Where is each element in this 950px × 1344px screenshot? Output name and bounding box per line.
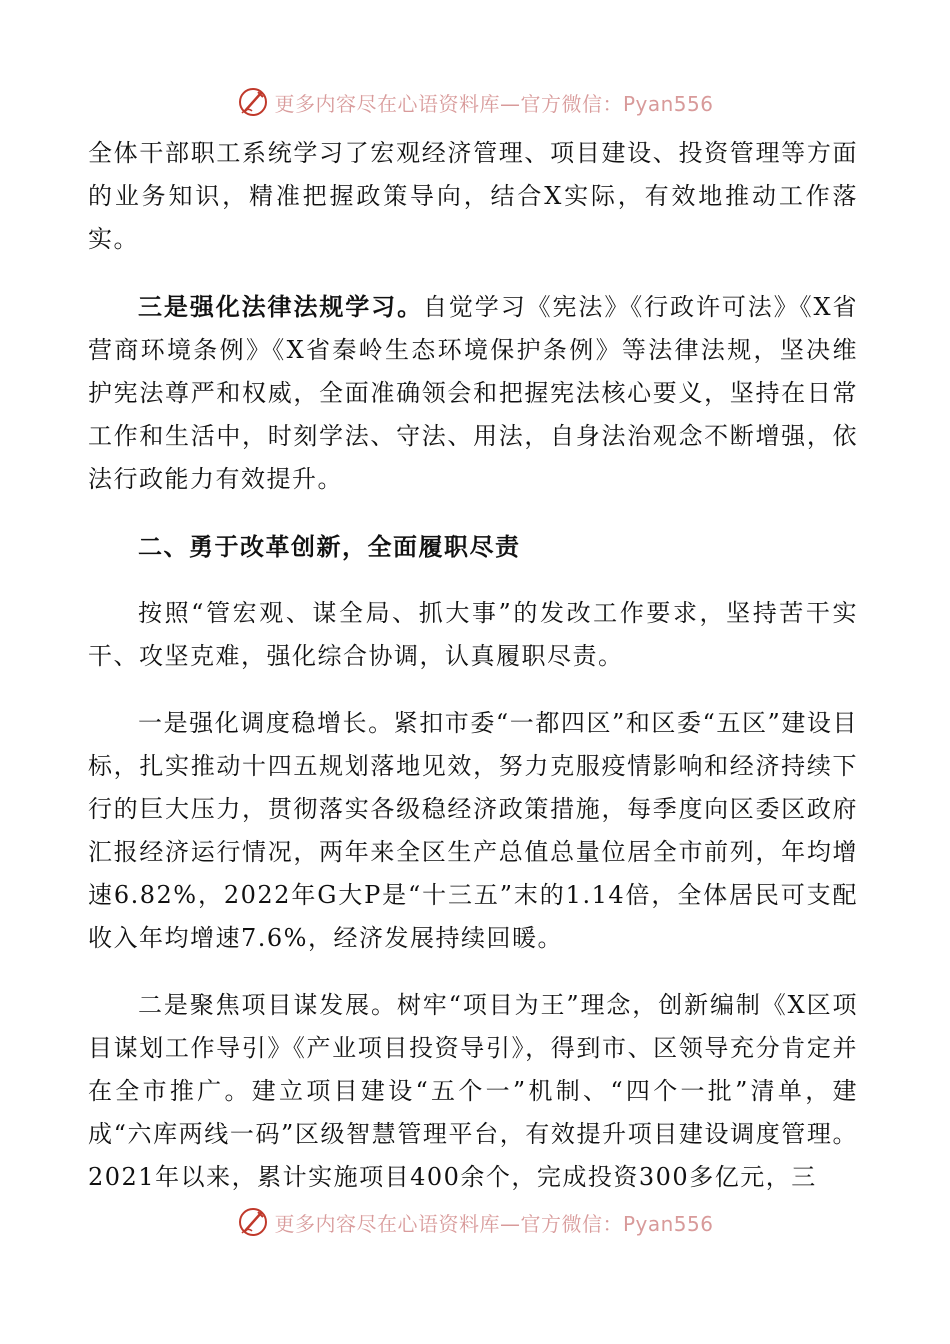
watermark-banner-bottom [0,1202,950,1242]
paragraph-projects: 二是聚焦项目谋发展。树牢“项目为王”理念，创新编制《X区项目谋划工作导引》《产业项目投资导引》，得到市、区领导充分肯定并在全市推广。建立项目建设“五个一”机制、“四个一批”清单，建成“六库两线一码”区级智慧管理平台，有效提升项目建设调度管理。2021年以来，累计实施项目400余个，完成投资300多亿元，三 [88,991,858,1191]
paragraph-lead: 三是强化法律法规学习。 [138,292,423,321]
watermark-banner-top [0,82,950,122]
paragraph-law-study [88,285,858,501]
pen-logo-icon [236,85,270,119]
paragraph-continuation: 全体干部职工系统学习了宏观经济管理、项目建设、投资管理等方面的业务知识，精准把握政策导向，结合X实际，有效地推动工作落实。 [88,139,858,253]
paragraph-growth: 一是强化调度稳增长。紧扣市委“一都四区”和区委“五区”建设目标，扎实推动十四五规划落地见效，努力克服疫情影响和经济持续下行的巨大压力，贯彻落实各级稳经济政策措施，每季度向区委区政府汇报经济运行情况，两年来全区生产总值总量位居全市前列，年均增速6.82%，2022年G大P是“十三五”末的1.14倍，全体居民可支配收入年均增速7.6%，经济发展持续回暖。 [88,709,858,952]
paragraph-body: 自觉学习《宪法》《行政许可法》《X省营商环境条例》《X省秦岭生态环境保护条例》等法律法规，坚决维护宪法尊严和权威，全面准确领会和把握宪法核心要义，坚持在日常工作和生活中，时刻学法、守法、用法，自身法治观念不断增强，依法行政能力有效提升。 [88,293,858,493]
section-heading: 二、勇于改革创新，全面履职尽责 [138,532,521,561]
watermark-text: 更多内容尽在心语资料库—官方微信：Pyan556 [274,91,714,116]
pen-logo-icon [236,1205,270,1239]
paragraph-intro: 按照“管宏观、谋全局、抓大事”的发改工作要求，坚持苦干实干、攻坚克难，强化综合协调，认真履职尽责。 [88,599,858,670]
document-body [88,132,858,1199]
watermark-text: 更多内容尽在心语资料库—官方微信：Pyan556 [274,1211,714,1236]
